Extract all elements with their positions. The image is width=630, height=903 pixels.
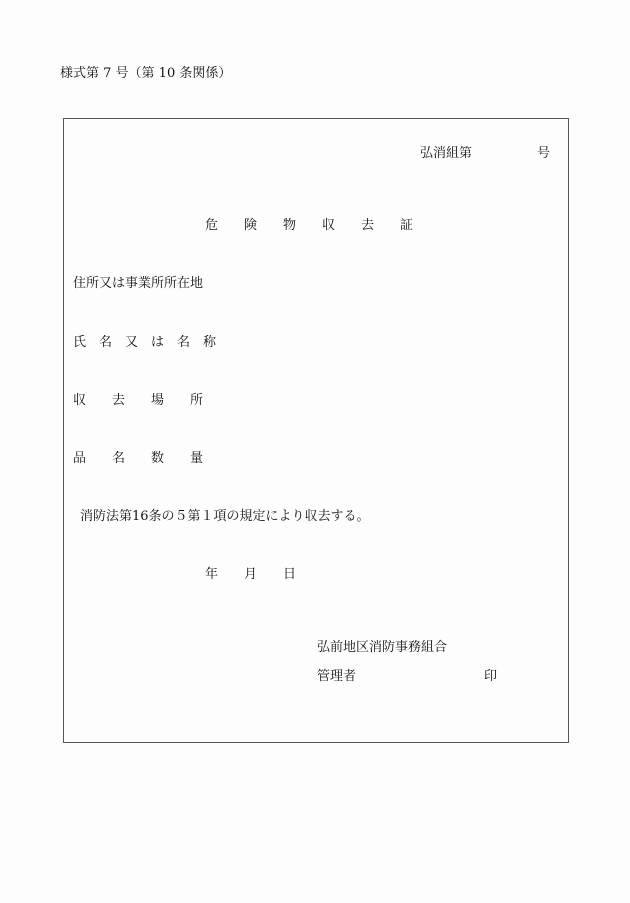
- issuer-organization: 弘前地区消防事務組合: [317, 640, 448, 655]
- certificate-number-label: 弘消組第 号: [420, 146, 551, 161]
- legal-statement: 消防法第16条の５第１項の規定により収去する。: [80, 509, 370, 524]
- item-quantity-label: 品 名 数 量: [73, 451, 204, 466]
- form-reference: 様式第 7 号（第 10 条関係）: [60, 66, 232, 81]
- issuer-manager: 管理者: [317, 669, 357, 684]
- certificate-title: 危 険 物 収 去 証: [205, 218, 414, 233]
- address-label: 住所又は事業所所在地: [73, 276, 204, 291]
- date-line: 年 月 日: [205, 567, 297, 582]
- certificate-frame: [63, 118, 569, 743]
- removal-place-label: 収 去 場 所: [73, 393, 204, 408]
- seal-mark: 印: [484, 669, 498, 684]
- name-label: 氏 名 又 は 名 称: [73, 335, 217, 350]
